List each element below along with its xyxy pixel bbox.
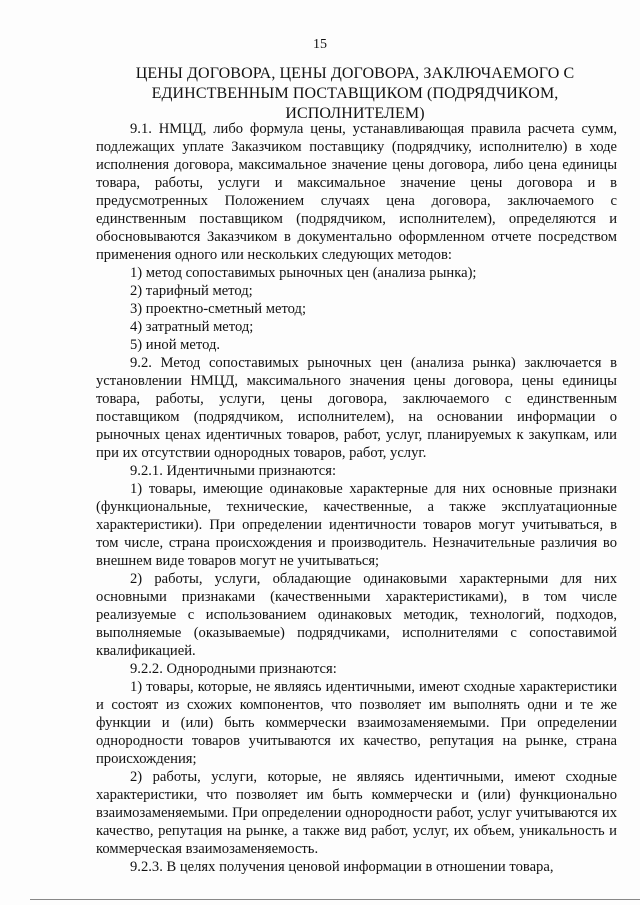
method-item-3: 3) проектно-сметный метод;	[130, 301, 307, 317]
method-item-4: 4) затратный метод;	[130, 319, 254, 335]
identical-goods-item: 1) товары, имеющие одинаковые характерные для них основные признаки (функциональные, технические, качественные, а также эксплуатационные характеристики). При определении идентичности товаров могут учитываться, в том числе, страна происхождения и производитель. Незначительные различия во внешнем виде товаров могут не учитываться;	[96, 481, 617, 569]
homogeneous-works-item: 2) работы, услуги, которые, не являясь идентичными, имеют сходные характеристики, что позволяет им быть коммерчески и (или) функционально взаимозаменяемыми. При определении однородности работ, услуг учитываются их качество, репутация на рынке, а также вид работ, услуг, их объем, уникальность и коммерческая взаимозаменяемость.	[96, 769, 617, 857]
section-title-line-1: ЦЕНЫ ДОГОВОРА, ЦЕНЫ ДОГОВОРА, ЗАКЛЮЧАЕМОГО С	[135, 65, 575, 82]
method-item-5: 5) иной метод.	[130, 337, 221, 353]
identical-works-item: 2) работы, услуги, обладающие одинаковыми характерными для них основными признаками (качественными характеристиками), в том числе реализуемые с использованием одинаковых методик, технологий, подходов, выполняемые (оказываемые) подрядчиками, исполнителями с сопоставимой квалификацией.	[96, 571, 617, 659]
document-body	[96, 120, 617, 876]
paragraph-9-1: 9.1. НМЦД, либо формула цены, устанавливающая правила расчета сумм, подлежащих уплате Заказчиком поставщику (подрядчику, исполнителю) в ходе исполнения договора, максимальное значение цены договора, либо цена единицы товара, работы, услуги и максимальное значение цены договора и в предусмотренных Положением случаях цена договора, заключаемого с единственным поставщиком (подрядчиком, исполнителем), определяются и обосновываются Заказчиком в документально оформленном отчете посредством применения одного или нескольких следующих методов:	[96, 121, 617, 263]
homogeneous-goods-item: 1) товары, которые, не являясь идентичными, имеют сходные характеристики и состоят из схожих компонентов, что позволяет им выполнять одни и те же функции и (или) быть коммерчески взаимозаменяемыми. При определении однородности товаров учитываются их качество, репутация на рынке, страна происхождения;	[96, 679, 617, 767]
method-item-1: 1) метод сопоставимых рыночных цен (анализа рынка);	[130, 265, 477, 281]
page-bottom-rule	[30, 899, 640, 900]
page-number: 15	[313, 37, 327, 52]
section-title	[90, 64, 620, 124]
paragraph-9-2-3: 9.2.3. В целях получения ценовой информации в отношении товара,	[130, 859, 554, 875]
paragraph-9-2-1: 9.2.1. Идентичными признаются:	[130, 463, 337, 479]
paragraph-9-2: 9.2. Метод сопоставимых рыночных цен (анализа рынка) заключается в установлении НМЦД, максимального значения цены договора, цены единицы товара, работы, услуги, цены договора, заключаемого с единственным поставщиком (подрядчиком, исполнителем), на основании информации о рыночных ценах идентичных товаров, работ, услуг, планируемых к закупкам, или при их отсутствии однородных товаров, работ, услуг.	[96, 355, 617, 461]
method-item-2: 2) тарифный метод;	[130, 283, 253, 299]
paragraph-9-2-2: 9.2.2. Однородными признаются:	[130, 661, 337, 677]
section-title-line-2: ЕДИНСТВЕННЫМ ПОСТАВЩИКОМ (ПОДРЯДЧИКОМ, ИСПОЛНИТЕЛЕМ)	[151, 85, 559, 122]
